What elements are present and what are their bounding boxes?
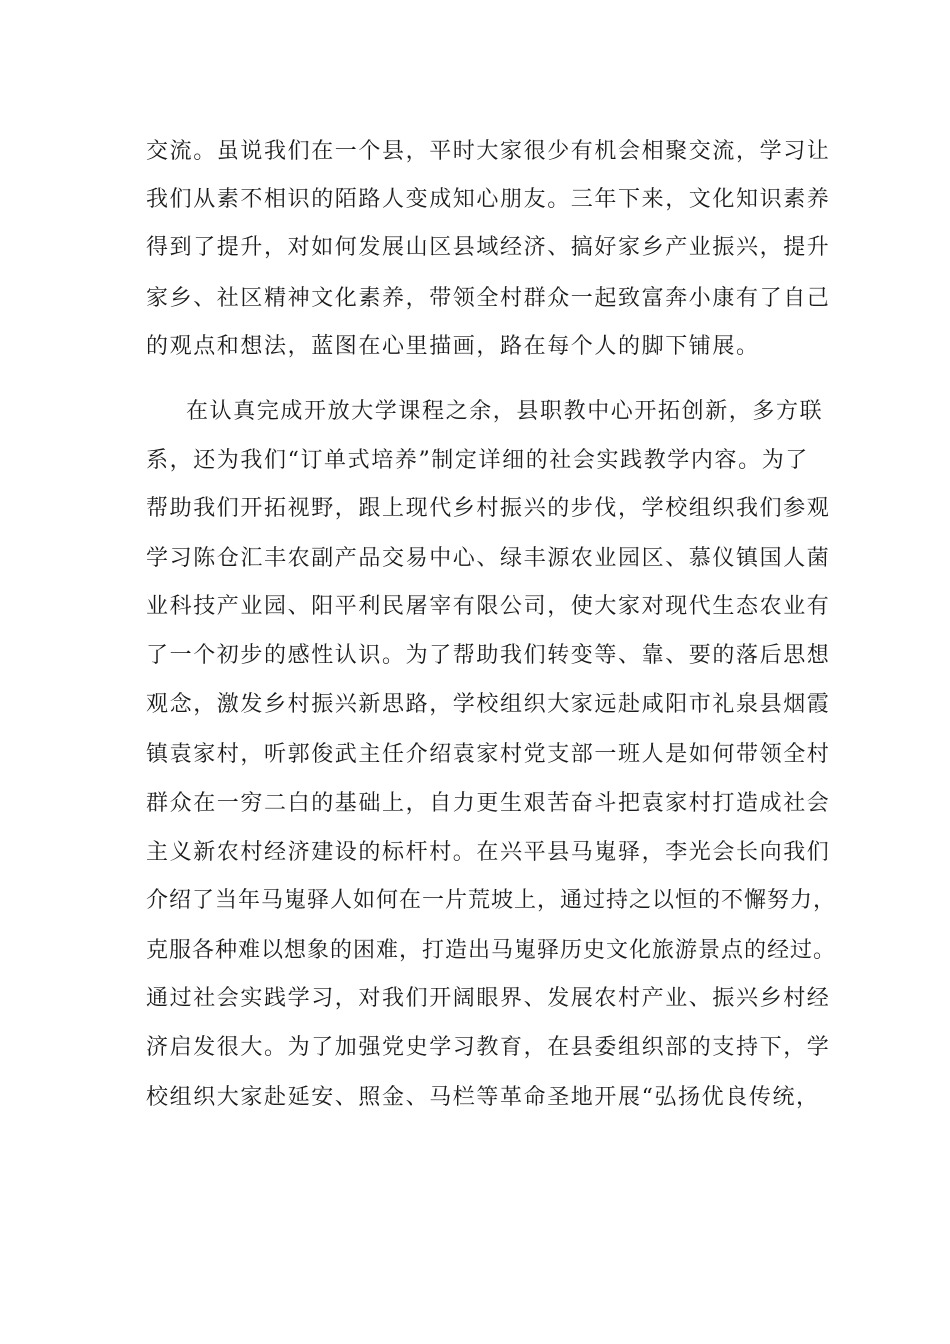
paragraph-line: 群众在一穷二白的基础上，自力更生艰苦奋斗把袁家村打造成社会: [146, 791, 831, 816]
paragraph-line: 业科技产业园、阳平利民屠宰有限公司，使大家对现代生态农业有: [146, 594, 831, 619]
paragraph-line: 主义新农村经济建设的标杆村。在兴平县马嵬驿，李光会长向我们: [146, 840, 831, 865]
paragraph-line: 我们从素不相识的陌路人变成知心朋友。三年下来，文化知识素养: [146, 187, 831, 212]
paragraph-line: 的观点和想法，蓝图在心里描画，路在每个人的脚下铺展。: [146, 334, 760, 359]
paragraph-line: 镇袁家村，听郭俊武主任介绍袁家村党支部一班人是如何带领全村: [146, 742, 831, 767]
paragraph-line: 家乡、社区精神文化素养，带领全村群众一起致富奔小康有了自己: [146, 286, 831, 311]
paragraph-line: 校组织大家赴延安、照金、马栏等革命圣地开展“弘扬优良传统，: [146, 1085, 820, 1110]
paragraph-line: 介绍了当年马嵬驿人如何在一片荒坡上，通过持之以恒的不懈努力，: [146, 888, 837, 913]
paragraph-line: 学习陈仓汇丰农副产品交易中心、绿丰源农业园区、慕仪镇国人菌: [146, 546, 831, 571]
paragraph-line: 观念，激发乡村振兴新思路，学校组织大家远赴咸阳市礼泉县烟霞: [146, 692, 831, 717]
paragraph-line: 通过社会实践学习，对我们开阔眼界、发展农村产业、振兴乡村经: [146, 986, 831, 1011]
paragraph-line: 了一个初步的感性认识。为了帮助我们转变等、靠、要的落后思想: [146, 643, 831, 668]
paragraph-line: 系，还为我们“订单式培养”制定详细的社会实践教学内容。为了: [146, 448, 809, 473]
paragraph-line: 济启发很大。为了加强党史学习教育，在县委组织部的支持下，学: [146, 1035, 831, 1060]
paragraph-line: 在认真完成开放大学课程之余，县职教中心开拓创新，多方联: [186, 399, 824, 424]
paragraph-line: 交流。虽说我们在一个县，平时大家很少有机会相聚交流，学习让: [146, 139, 831, 164]
paragraph-line: 得到了提升，对如何发展山区县域经济、搞好家乡产业振兴，提升: [146, 235, 831, 260]
paragraph-line: 克服各种难以想象的困难，打造出马嵬驿历史文化旅游景点的经过。: [146, 938, 837, 963]
paragraph-line: 帮助我们开拓视野，跟上现代乡村振兴的步伐，学校组织我们参观: [146, 496, 831, 521]
